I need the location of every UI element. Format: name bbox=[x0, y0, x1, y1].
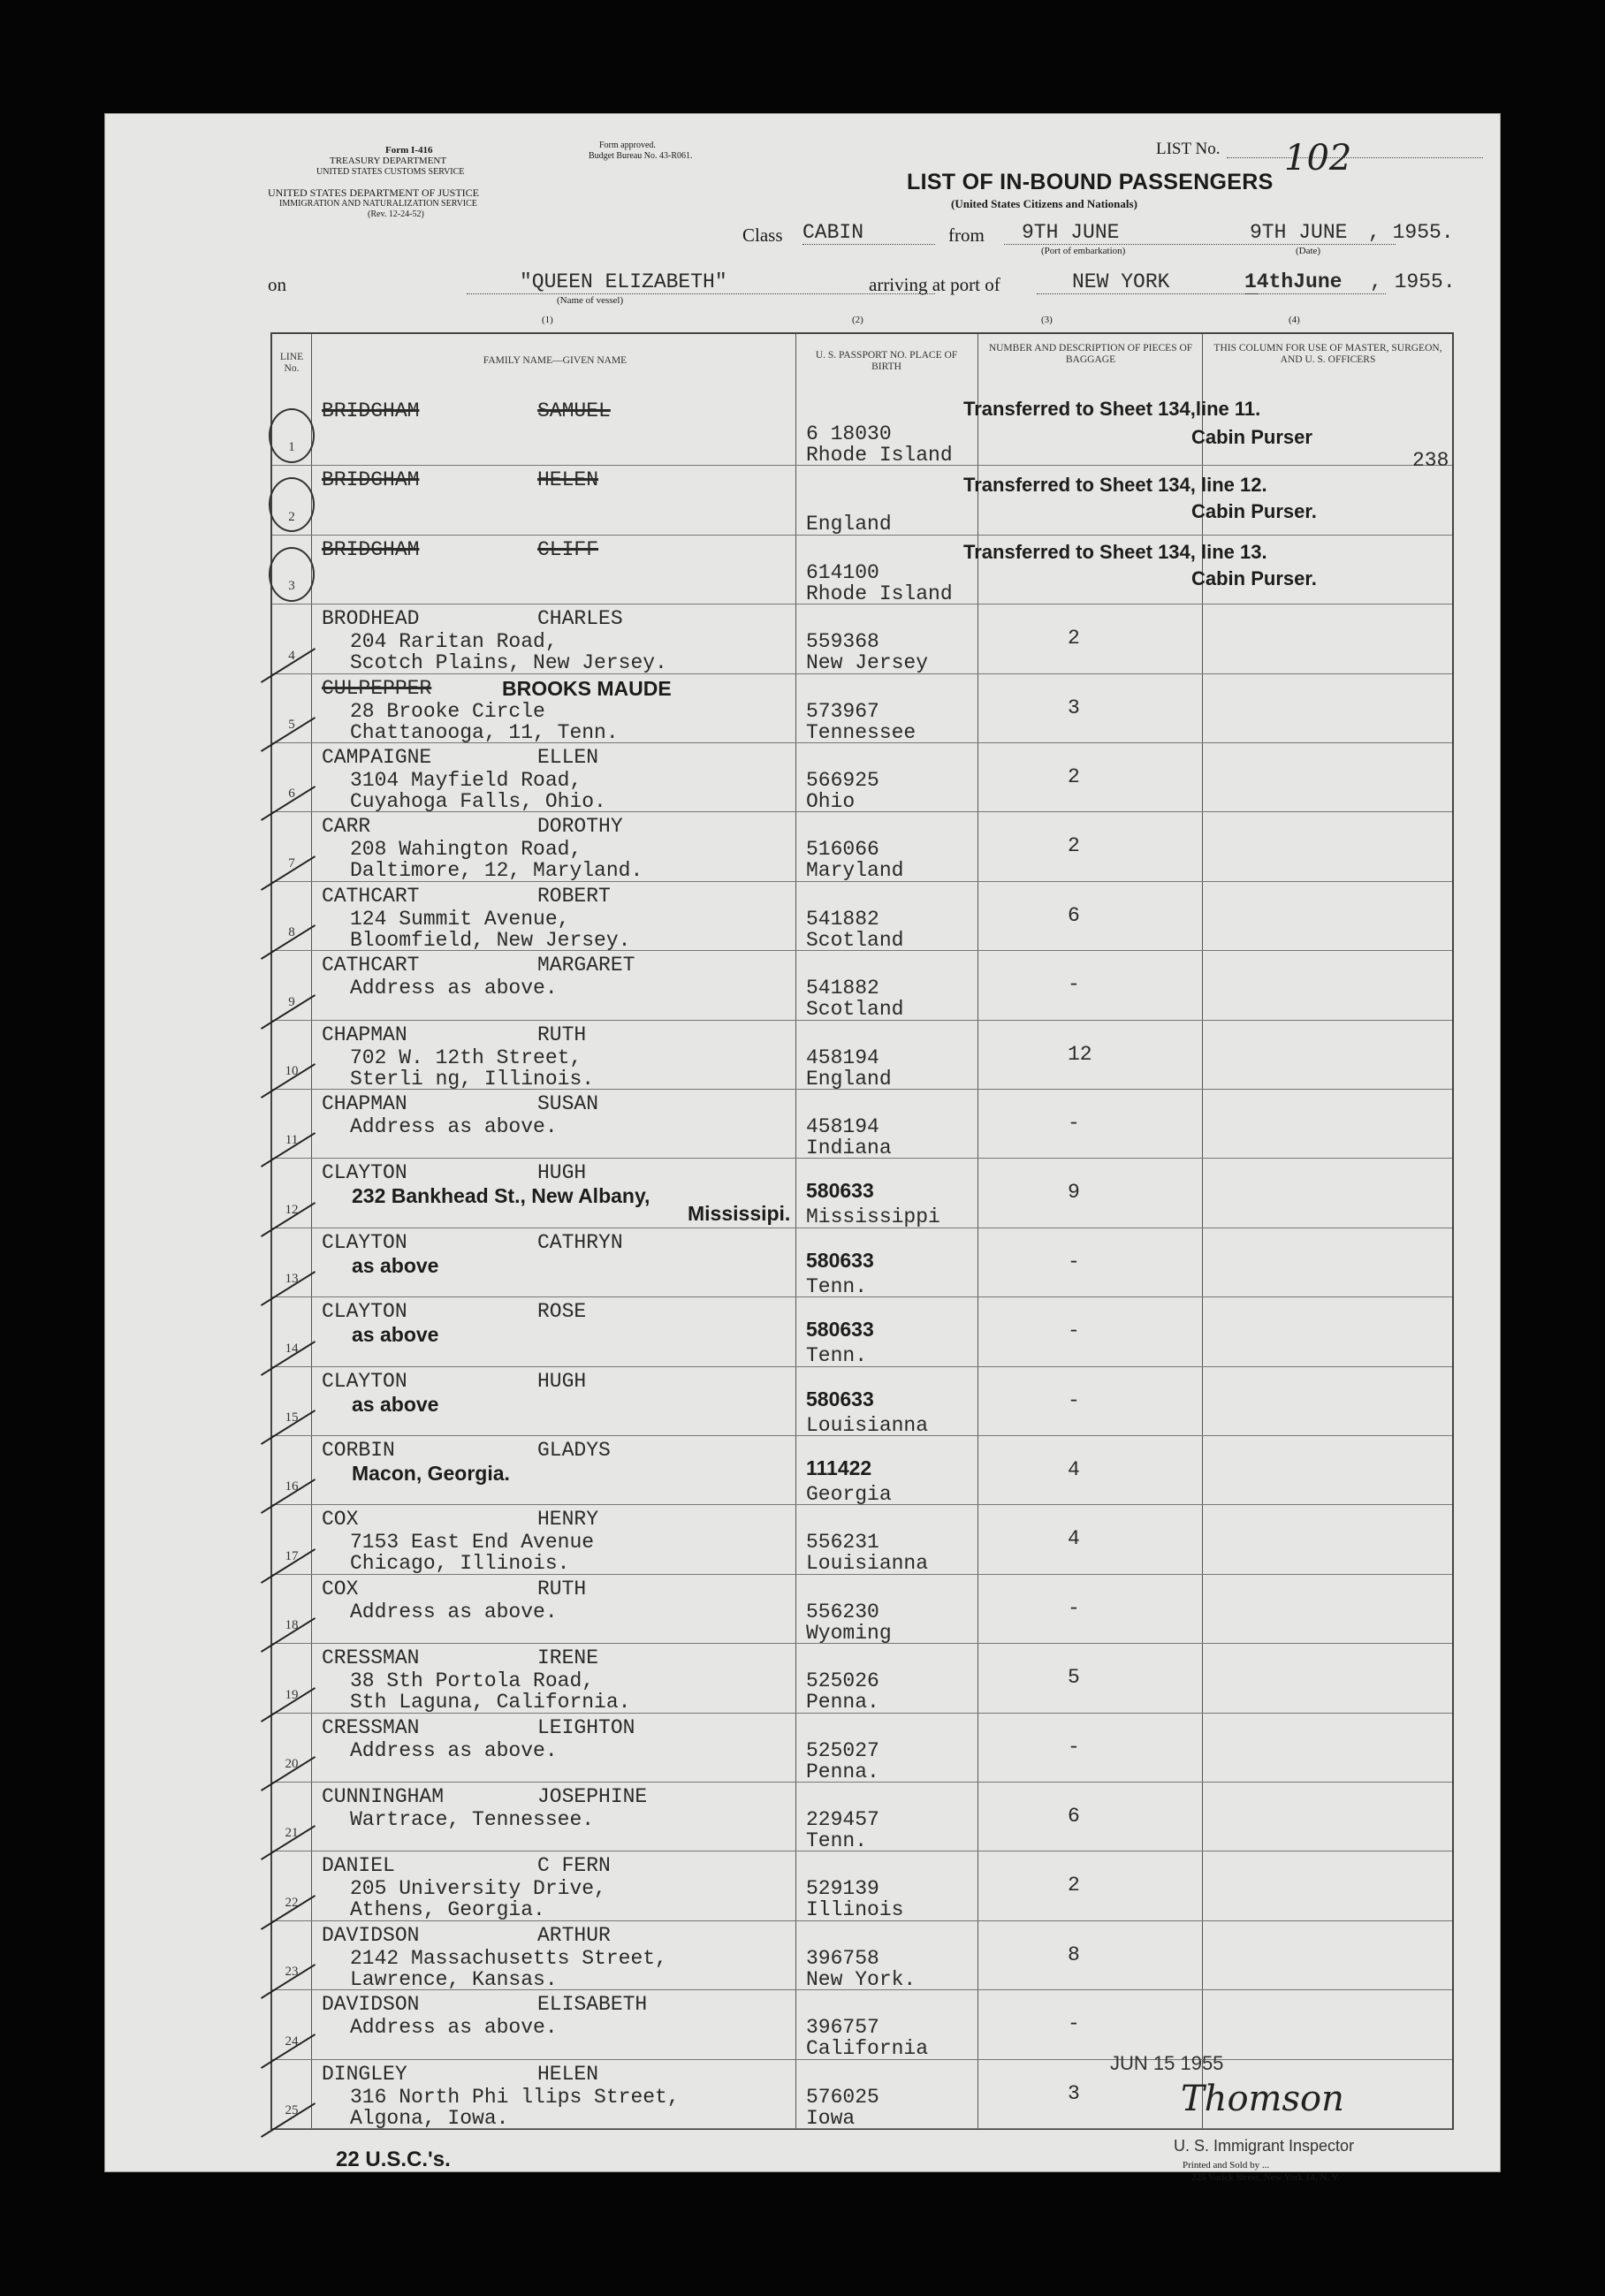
col-header-line: LINE No. bbox=[279, 352, 304, 374]
baggage-count: 2 bbox=[1068, 627, 1080, 650]
address-line-1: Address as above. bbox=[350, 1738, 558, 1762]
address-line-1: Wartrace, Tennessee. bbox=[350, 1808, 595, 1831]
address-line-2: Bloomfield, New Jersey. bbox=[350, 928, 631, 952]
table-row bbox=[272, 1296, 1452, 1368]
given-name: CHARLES bbox=[537, 607, 623, 631]
given-name: C FERN bbox=[537, 1854, 611, 1878]
page-title: LIST OF IN-BOUND PASSENGERS bbox=[907, 170, 1274, 194]
col-header-passport: U. S. PASSPORT NO. PLACE OF BIRTH bbox=[815, 350, 958, 372]
family-name: CRESSMAN bbox=[322, 1715, 420, 1739]
table-row bbox=[272, 1366, 1452, 1435]
address-line-1: Address as above. bbox=[350, 2016, 558, 2040]
place-of-birth: Rhode Island bbox=[806, 444, 953, 467]
given-name: LEIGHTON bbox=[537, 1715, 635, 1739]
address-line-1: as above bbox=[352, 1253, 439, 1277]
family-name: CORBIN bbox=[322, 1439, 395, 1462]
place-of-birth: Scotland bbox=[806, 928, 904, 952]
baggage-count: 6 bbox=[1068, 1805, 1080, 1828]
passport-number: 580633 bbox=[806, 1248, 874, 1272]
given-name: JOSEPHINE bbox=[537, 1785, 648, 1808]
line-number: 2 bbox=[288, 509, 295, 524]
family-name: CATHCART bbox=[322, 954, 420, 977]
address-line-1: 208 Wahington Road, bbox=[350, 838, 582, 862]
family-name: DINGLEY bbox=[322, 2062, 407, 2086]
address-line-1: 702 W. 12th Street, bbox=[350, 1045, 582, 1069]
line-number: 9 bbox=[288, 994, 295, 1009]
address-line-2: Athens, Georgia. bbox=[350, 1898, 545, 1922]
line-number: 5 bbox=[288, 717, 295, 732]
passport-number: 396758 bbox=[806, 1946, 879, 1970]
given-name: HUGH bbox=[537, 1369, 587, 1393]
baggage-count: 8 bbox=[1068, 1942, 1080, 1966]
address-line-1: 38 Sth Portola Road, bbox=[350, 1669, 595, 1693]
table-row bbox=[272, 1504, 1452, 1576]
given-name: ROSE bbox=[537, 1300, 587, 1324]
place-of-birth: England bbox=[806, 513, 892, 536]
revision-date: (Rev. 12-24-52) bbox=[368, 209, 424, 219]
address-line-1: as above bbox=[352, 1323, 439, 1347]
table-row bbox=[272, 1989, 1452, 2061]
transfer-purser-3: Cabin Purser. bbox=[1191, 567, 1317, 589]
baggage-count: - bbox=[1068, 973, 1080, 997]
given-name: ELISABETH bbox=[537, 1993, 648, 2017]
passport-number: 529139 bbox=[806, 1877, 879, 1901]
address-line-2: Chattanooga, 11, Tenn. bbox=[350, 720, 619, 744]
transfer-note-3: Transferred to Sheet 134, line 13. bbox=[963, 541, 1267, 563]
place-of-birth: Louisianna bbox=[806, 1413, 929, 1437]
family-name: CARR bbox=[322, 815, 371, 839]
baggage-count: - bbox=[1068, 1388, 1080, 1412]
passport-number: 396757 bbox=[806, 2016, 879, 2040]
given-name: DOROTHY bbox=[537, 815, 623, 839]
family-name: CUNNINGHAM bbox=[322, 1785, 445, 1808]
given-name: HELEN bbox=[537, 2062, 599, 2086]
table-row bbox=[272, 1643, 1452, 1712]
form-number: Form I-416 bbox=[385, 145, 433, 156]
address-line-1: 3104 Mayfield Road, bbox=[350, 769, 582, 792]
table-row bbox=[272, 1435, 1452, 1504]
table-row bbox=[272, 950, 1452, 1022]
family-name: CLAYTON bbox=[322, 1230, 407, 1254]
address-line-1: 2142 Massachusetts Street, bbox=[350, 1946, 667, 1970]
budget-bureau: Budget Bureau No. 43-R061. bbox=[589, 151, 693, 161]
printer-line: Printed and Sold by ... bbox=[1183, 2160, 1270, 2171]
address-line-1: 316 North Phi llips Street, bbox=[350, 2085, 680, 2109]
passport-number: 556231 bbox=[806, 1531, 879, 1555]
address-line-2: Sth Laguna, California. bbox=[350, 1691, 631, 1714]
port-caption: (Port of embarkation) bbox=[1041, 246, 1126, 256]
line-number: 8 bbox=[288, 925, 295, 940]
line-number: 6 bbox=[288, 787, 295, 802]
table-row bbox=[272, 1851, 1452, 1920]
given-name: SAMUEL bbox=[537, 399, 611, 422]
vessel-name: "QUEEN ELIZABETH" bbox=[467, 270, 935, 294]
line-number: 22 bbox=[285, 1895, 299, 1910]
arrival-port: NEW YORK bbox=[1037, 270, 1258, 294]
inspector-title: U. S. Immigrant Inspector bbox=[1174, 2137, 1355, 2155]
baggage-count: 4 bbox=[1068, 1458, 1080, 1481]
passport-number: 559368 bbox=[806, 630, 879, 654]
passport-number: 541882 bbox=[806, 977, 879, 1000]
printer-address: 225 Varick Street, New York 14, N. Y. bbox=[1191, 2172, 1340, 2183]
customs-service: UNITED STATES CUSTOMS SERVICE bbox=[316, 167, 465, 177]
family-name: DANIEL bbox=[322, 1854, 395, 1878]
baggage-count: 2 bbox=[1068, 834, 1080, 858]
table-row bbox=[272, 1020, 1452, 1089]
family-name: CLAYTON bbox=[322, 1369, 407, 1393]
place-of-birth: Georgia bbox=[806, 1483, 892, 1506]
passenger-table bbox=[270, 332, 1454, 2130]
passport-number: 580633 bbox=[806, 1318, 874, 1342]
family-name: CAMPAIGNE bbox=[322, 746, 432, 769]
family-name: COX bbox=[322, 1577, 359, 1600]
baggage-count: - bbox=[1068, 1596, 1080, 1620]
baggage-count: 9 bbox=[1068, 1181, 1080, 1205]
baggage-count: 2 bbox=[1068, 1874, 1080, 1897]
place-of-birth: New York. bbox=[806, 1967, 917, 1991]
embarkation-year: , 1955. bbox=[1368, 221, 1454, 244]
vessel-caption: (Name of vessel) bbox=[557, 295, 624, 306]
family-name: CHAPMAN bbox=[322, 1023, 407, 1046]
list-no-label: LIST No. bbox=[1156, 140, 1221, 158]
line-number: 16 bbox=[285, 1479, 299, 1494]
line-number: 1 bbox=[288, 440, 295, 455]
address-line-1: Macon, Georgia. bbox=[352, 1462, 510, 1485]
address-line-1: 28 Brooke Circle bbox=[350, 699, 545, 723]
place-of-birth: Penna. bbox=[806, 1691, 879, 1714]
passport-number: 541882 bbox=[806, 907, 879, 931]
line-number: 15 bbox=[285, 1410, 299, 1425]
place-of-birth: California bbox=[806, 2037, 929, 2061]
table-row bbox=[272, 811, 1452, 883]
address-line-2: Daltimore, 12, Maryland. bbox=[350, 859, 643, 883]
line-number: 13 bbox=[285, 1272, 299, 1287]
passport-number: 516066 bbox=[806, 838, 879, 862]
table-row bbox=[272, 1574, 1452, 1643]
address-line-1: 7153 East End Avenue bbox=[350, 1531, 595, 1555]
family-name: BRIDGHAM bbox=[322, 468, 420, 492]
inspector-signature: Thomson bbox=[1181, 2079, 1344, 2119]
place-of-birth: Rhode Island bbox=[806, 582, 953, 605]
passport-number: 458194 bbox=[806, 1115, 879, 1138]
passport-number: 614100 bbox=[806, 560, 879, 584]
treasury-dept: TREASURY DEPARTMENT bbox=[330, 156, 447, 166]
address-line-1: Address as above. bbox=[350, 1115, 558, 1138]
address-line-1: Address as above. bbox=[350, 1600, 558, 1623]
baggage-count: 2 bbox=[1068, 765, 1080, 788]
line-number: 20 bbox=[285, 1756, 299, 1771]
line-number: 10 bbox=[285, 1063, 299, 1078]
from-label: from bbox=[948, 224, 985, 246]
place-of-birth: New Jersey bbox=[806, 651, 929, 675]
given-name: CATHRYN bbox=[537, 1230, 623, 1254]
family-name: CHAPMAN bbox=[322, 1092, 407, 1115]
baggage-count: - bbox=[1068, 1319, 1080, 1343]
line-circle-mark bbox=[269, 477, 315, 532]
given-name: HELEN bbox=[537, 468, 599, 492]
family-name: BRIDGHAM bbox=[322, 537, 420, 561]
class-label: Class bbox=[742, 224, 783, 246]
line-circle-mark bbox=[269, 547, 315, 602]
table-row bbox=[272, 673, 1452, 742]
passport-number: 580633 bbox=[806, 1387, 874, 1410]
transfer-number: 238 bbox=[1412, 449, 1449, 472]
given-name: HENRY bbox=[537, 1508, 599, 1532]
table-row bbox=[272, 742, 1452, 811]
table-row bbox=[272, 604, 1452, 673]
given-name: RUTH bbox=[537, 1577, 587, 1600]
port-of-embarkation: 9TH JUNE bbox=[1004, 221, 1238, 245]
col-num-3: (3) bbox=[1041, 315, 1053, 325]
line-number: 17 bbox=[285, 1548, 299, 1563]
baggage-count: 4 bbox=[1068, 1527, 1080, 1551]
baggage-count: 6 bbox=[1068, 903, 1080, 927]
passport-number: 573967 bbox=[806, 699, 879, 723]
transfer-note-1: Transferred to Sheet 134,line 11. bbox=[963, 398, 1261, 420]
place-of-birth: England bbox=[806, 1067, 892, 1091]
passport-number: 556230 bbox=[806, 1600, 879, 1623]
given-name: MARGARET bbox=[537, 954, 635, 977]
col-header-name: FAMILY NAME—GIVEN NAME bbox=[483, 355, 628, 366]
place-of-birth: Penna. bbox=[806, 1760, 879, 1783]
passport-number: 580633 bbox=[806, 1179, 874, 1203]
baggage-count: - bbox=[1068, 2012, 1080, 2036]
family-name: CLAYTON bbox=[322, 1300, 407, 1324]
address-line-2: Cuyahoga Falls, Ohio. bbox=[350, 790, 606, 813]
place-of-birth: Tennessee bbox=[806, 720, 917, 744]
place-of-birth: Indiana bbox=[806, 1137, 892, 1159]
family-name: COX bbox=[322, 1508, 359, 1532]
date-caption: (Date) bbox=[1296, 246, 1321, 256]
page-subtitle: (United States Citizens and Nationals) bbox=[951, 197, 1137, 210]
col-num-4: (4) bbox=[1289, 315, 1300, 325]
address-line-1: 204 Raritan Road, bbox=[350, 630, 558, 654]
line-number: 3 bbox=[288, 579, 295, 594]
place-of-birth: Mississippi bbox=[806, 1205, 940, 1229]
line-number: 19 bbox=[285, 1687, 299, 1702]
address-line-2: Algona, Iowa. bbox=[350, 2106, 509, 2130]
arrival-date: 14thJune bbox=[1244, 270, 1386, 294]
place-of-birth: Ohio bbox=[806, 790, 856, 813]
line-number: 21 bbox=[285, 1826, 299, 1841]
place-of-birth: Maryland bbox=[806, 859, 904, 883]
place-of-birth: Tenn. bbox=[806, 1344, 868, 1368]
col-num-2: (2) bbox=[852, 315, 863, 325]
given-name: HUGH bbox=[537, 1161, 587, 1185]
arrival-year: , 1955. bbox=[1370, 270, 1456, 293]
address-line-2: Scotch Plains, New Jersey. bbox=[350, 651, 667, 675]
col-num-1: (1) bbox=[542, 315, 553, 325]
passport-number: 458194 bbox=[806, 1045, 879, 1069]
baggage-count: - bbox=[1068, 1735, 1080, 1759]
address-line-1: 232 Bankhead St., New Albany, bbox=[352, 1184, 650, 1208]
table-row bbox=[272, 1920, 1452, 1989]
embarkation-date: 9TH JUNE bbox=[1237, 221, 1396, 245]
place-of-birth: Wyoming bbox=[806, 1621, 892, 1645]
address-line-1: 124 Summit Avenue, bbox=[350, 907, 570, 931]
given-name: ELLEN bbox=[537, 746, 599, 769]
given-name: GLADYS bbox=[537, 1439, 611, 1462]
table-row bbox=[272, 1782, 1452, 1851]
passport-number: 566925 bbox=[806, 769, 879, 792]
on-label: on bbox=[268, 274, 286, 295]
family-name: BRODHEAD bbox=[322, 607, 420, 631]
passport-number: 525027 bbox=[806, 1738, 879, 1762]
address-line-1: as above bbox=[352, 1392, 439, 1416]
line-number: 12 bbox=[285, 1202, 299, 1217]
family-name: DAVIDSON bbox=[322, 1993, 420, 2017]
line-number: 25 bbox=[285, 2102, 299, 2117]
transfer-purser-2: Cabin Purser. bbox=[1191, 500, 1317, 522]
address-line-1: Address as above. bbox=[350, 977, 558, 1000]
address-line-2: Lawrence, Kansas. bbox=[350, 1967, 558, 1991]
given-name: ROBERT bbox=[537, 884, 611, 908]
address-line-2: Mississipi. bbox=[688, 1202, 791, 1226]
baggage-count: 3 bbox=[1068, 696, 1080, 719]
given-name: BROOKS MAUDE bbox=[502, 676, 672, 700]
family-name: CRESSMAN bbox=[322, 1646, 420, 1670]
place-of-birth: Iowa bbox=[806, 2106, 856, 2130]
col-header-officers: THIS COLUMN FOR USE OF MASTER, SURGEON, AND U. S. OFFICERS bbox=[1213, 343, 1442, 365]
class-value: CABIN bbox=[802, 221, 935, 245]
family-name: CULPEPPER bbox=[322, 676, 432, 700]
family-name: BRIDGHAM bbox=[322, 399, 420, 422]
col-header-baggage: NUMBER AND DESCRIPTION OF PIECES OF BAGGAGE bbox=[988, 343, 1193, 365]
table-row bbox=[272, 1089, 1452, 1158]
ins-service: IMMIGRATION AND NATURALIZATION SERVICE bbox=[279, 199, 477, 209]
total-count: 22 U.S.C.'s. bbox=[336, 2148, 451, 2171]
line-number: 14 bbox=[285, 1341, 299, 1356]
address-line-1: 205 University Drive, bbox=[350, 1877, 606, 1901]
place-of-birth: Scotland bbox=[806, 998, 904, 1022]
given-name: IRENE bbox=[537, 1646, 599, 1670]
passport-number: 229457 bbox=[806, 1808, 879, 1831]
list-no-line bbox=[1227, 157, 1483, 158]
arriving-label: arriving at port of bbox=[869, 274, 1000, 295]
table-row bbox=[272, 881, 1452, 950]
family-name: CATHCART bbox=[322, 884, 420, 908]
address-line-2: Sterli ng, Illinois. bbox=[350, 1067, 595, 1091]
passport-number: 576025 bbox=[806, 2085, 879, 2109]
baggage-count: 3 bbox=[1068, 2081, 1080, 2105]
given-name: ARTHUR bbox=[537, 1923, 611, 1947]
line-number: 18 bbox=[285, 1618, 299, 1633]
line-number: 11 bbox=[285, 1133, 299, 1148]
line-number: 24 bbox=[285, 2034, 299, 2049]
list-number: 102 bbox=[1284, 138, 1352, 179]
passport-number: 525026 bbox=[806, 1669, 879, 1693]
inspection-stamp-date: JUN 15 1955 bbox=[1110, 2052, 1224, 2074]
given-name: SUSAN bbox=[537, 1092, 599, 1115]
family-name: CLAYTON bbox=[322, 1161, 407, 1185]
passport-number: 111422 bbox=[806, 1456, 872, 1479]
family-name: DAVIDSON bbox=[322, 1923, 420, 1947]
line-number: 4 bbox=[288, 648, 295, 663]
baggage-count: 12 bbox=[1068, 1042, 1092, 1066]
transfer-purser-1: Cabin Purser bbox=[1191, 426, 1312, 448]
passport-number: 6 18030 bbox=[806, 422, 892, 445]
baggage-count: - bbox=[1068, 1250, 1080, 1273]
baggage-count: 5 bbox=[1068, 1666, 1080, 1690]
line-number: 7 bbox=[288, 855, 295, 871]
place-of-birth: Tenn. bbox=[806, 1829, 868, 1852]
transfer-note-2: Transferred to Sheet 134, line 12. bbox=[963, 474, 1267, 496]
form-approved: Form approved. bbox=[599, 141, 656, 150]
place-of-birth: Louisianna bbox=[806, 1552, 929, 1576]
justice-dept: UNITED STATES DEPARTMENT OF JUSTICE bbox=[268, 186, 480, 199]
baggage-count: - bbox=[1068, 1112, 1080, 1135]
line-circle-mark bbox=[269, 408, 315, 463]
address-line-2: Chicago, Illinois. bbox=[350, 1552, 570, 1576]
place-of-birth: Illinois bbox=[806, 1898, 904, 1922]
table-row bbox=[272, 1158, 1452, 1227]
given-name: CLIFF bbox=[537, 537, 599, 561]
place-of-birth: Tenn. bbox=[806, 1274, 868, 1298]
table-row bbox=[272, 1713, 1452, 1782]
given-name: RUTH bbox=[537, 1023, 587, 1046]
manifest-sheet bbox=[104, 113, 1501, 2183]
line-number: 23 bbox=[285, 1965, 299, 1980]
table-row bbox=[272, 1228, 1452, 1296]
